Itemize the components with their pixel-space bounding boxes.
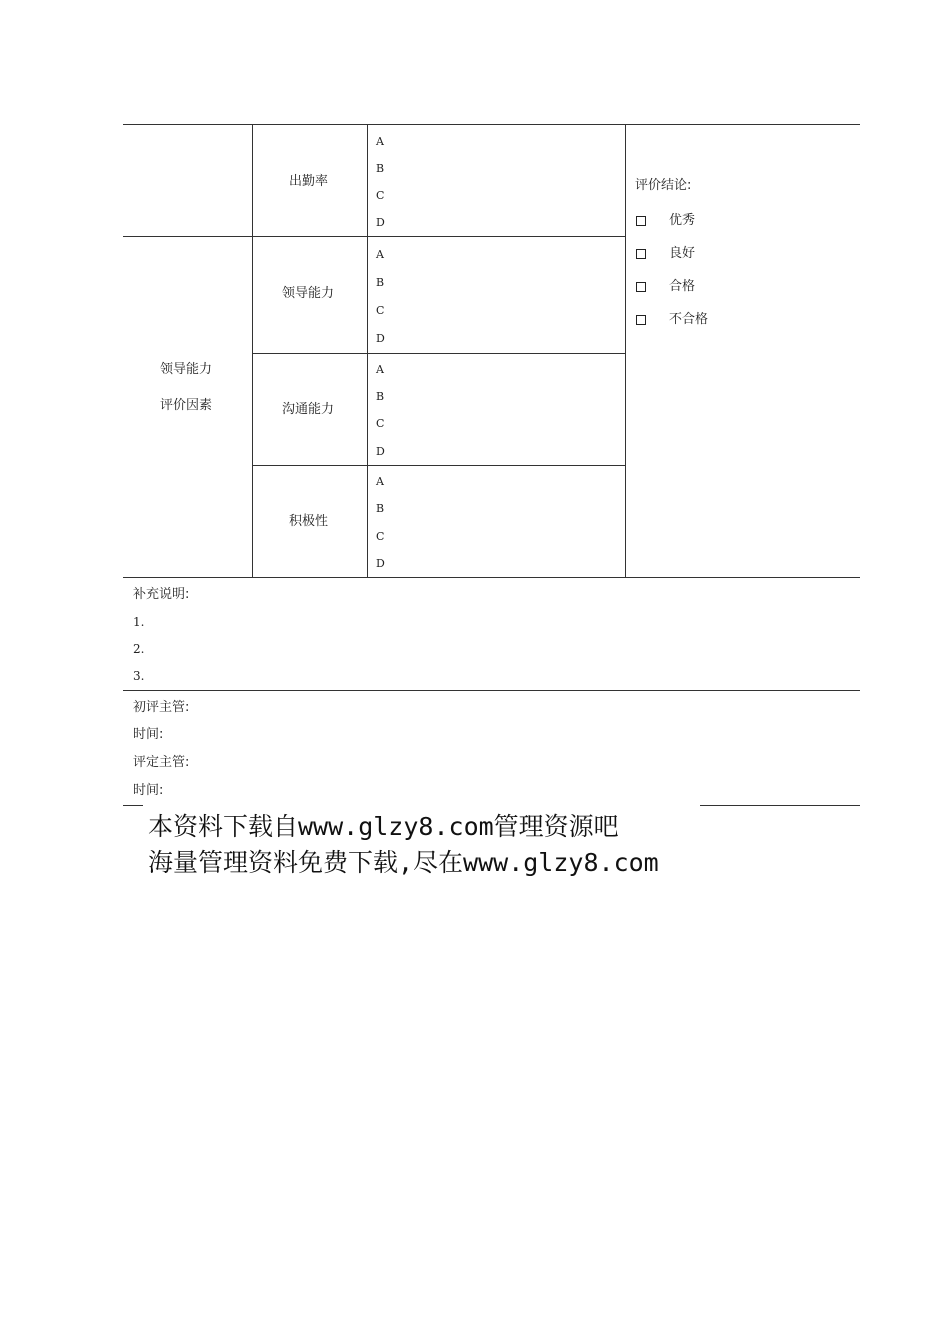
factor-2-option-d[interactable]: D [376, 332, 385, 345]
col-divider-2 [367, 124, 368, 577]
conclusion-choice-pass: 合格 [669, 279, 696, 294]
footer-line-1: 本资料下载自www.glzy8.com管理资源吧 [148, 812, 619, 841]
notes-item-3[interactable]: 3. [133, 669, 145, 683]
time-label-1[interactable]: 时间: [133, 727, 164, 742]
factor-3-option-a[interactable]: A [376, 363, 384, 376]
checkbox-fail[interactable] [636, 315, 646, 325]
factor-1-option-a[interactable]: A [376, 135, 384, 148]
notes-bottom-border [123, 690, 860, 691]
factor-1-option-c[interactable]: C [376, 189, 385, 202]
factor-4-option-b[interactable]: B [376, 502, 385, 515]
factor-2-option-a[interactable]: A [376, 248, 384, 261]
table-bottom-border [123, 577, 860, 578]
factor-2-option-c[interactable]: C [376, 304, 385, 317]
factor-name-attendance: 出勤率 [289, 174, 329, 189]
final-reviewer-label[interactable]: 评定主管: [133, 755, 190, 770]
conclusion-title: 评价结论: [635, 178, 692, 193]
factor-1-option-b[interactable]: B [376, 162, 385, 175]
factor-name-communication: 沟通能力 [282, 402, 335, 417]
conclusion-choice-good: 良好 [669, 246, 696, 261]
factor-3-option-b[interactable]: B [376, 390, 385, 403]
checkbox-good[interactable] [636, 249, 646, 259]
signoff-bottom-border-left [123, 805, 143, 806]
conclusion-choice-excellent: 优秀 [669, 213, 696, 228]
factor-3-option-d[interactable]: D [376, 445, 385, 458]
factor-3-option-c[interactable]: C [376, 417, 385, 430]
group-label-line1: 领导能力 [160, 362, 213, 377]
first-reviewer-label[interactable]: 初评主管: [133, 700, 190, 715]
footer-line-2: 海量管理资料免费下载,尽在www.glzy8.com [148, 848, 659, 877]
table-top-border [123, 124, 860, 125]
factor-name-leadership: 领导能力 [282, 286, 335, 301]
notes-item-1[interactable]: 1. [133, 615, 145, 629]
col-divider-3 [625, 124, 626, 577]
notes-item-2[interactable]: 2. [133, 642, 145, 656]
row-divider-2 [252, 353, 625, 354]
factor-2-option-b[interactable]: B [376, 276, 385, 289]
factor-4-option-d[interactable]: D [376, 557, 385, 570]
factor-4-option-a[interactable]: A [376, 475, 384, 488]
group-label-line2: 评价因素 [160, 398, 213, 413]
factor-1-option-d[interactable]: D [376, 216, 385, 229]
factor-name-initiative: 积极性 [289, 514, 329, 529]
row-divider-1 [123, 236, 625, 237]
conclusion-choice-fail: 不合格 [669, 312, 709, 327]
checkbox-excellent[interactable] [636, 216, 646, 226]
signoff-bottom-border-right [700, 805, 860, 806]
notes-title: 补充说明: [133, 587, 190, 602]
row-divider-3 [252, 465, 625, 466]
checkbox-pass[interactable] [636, 282, 646, 292]
factor-4-option-c[interactable]: C [376, 530, 385, 543]
col-divider-1 [252, 124, 253, 577]
time-label-2[interactable]: 时间: [133, 783, 164, 798]
